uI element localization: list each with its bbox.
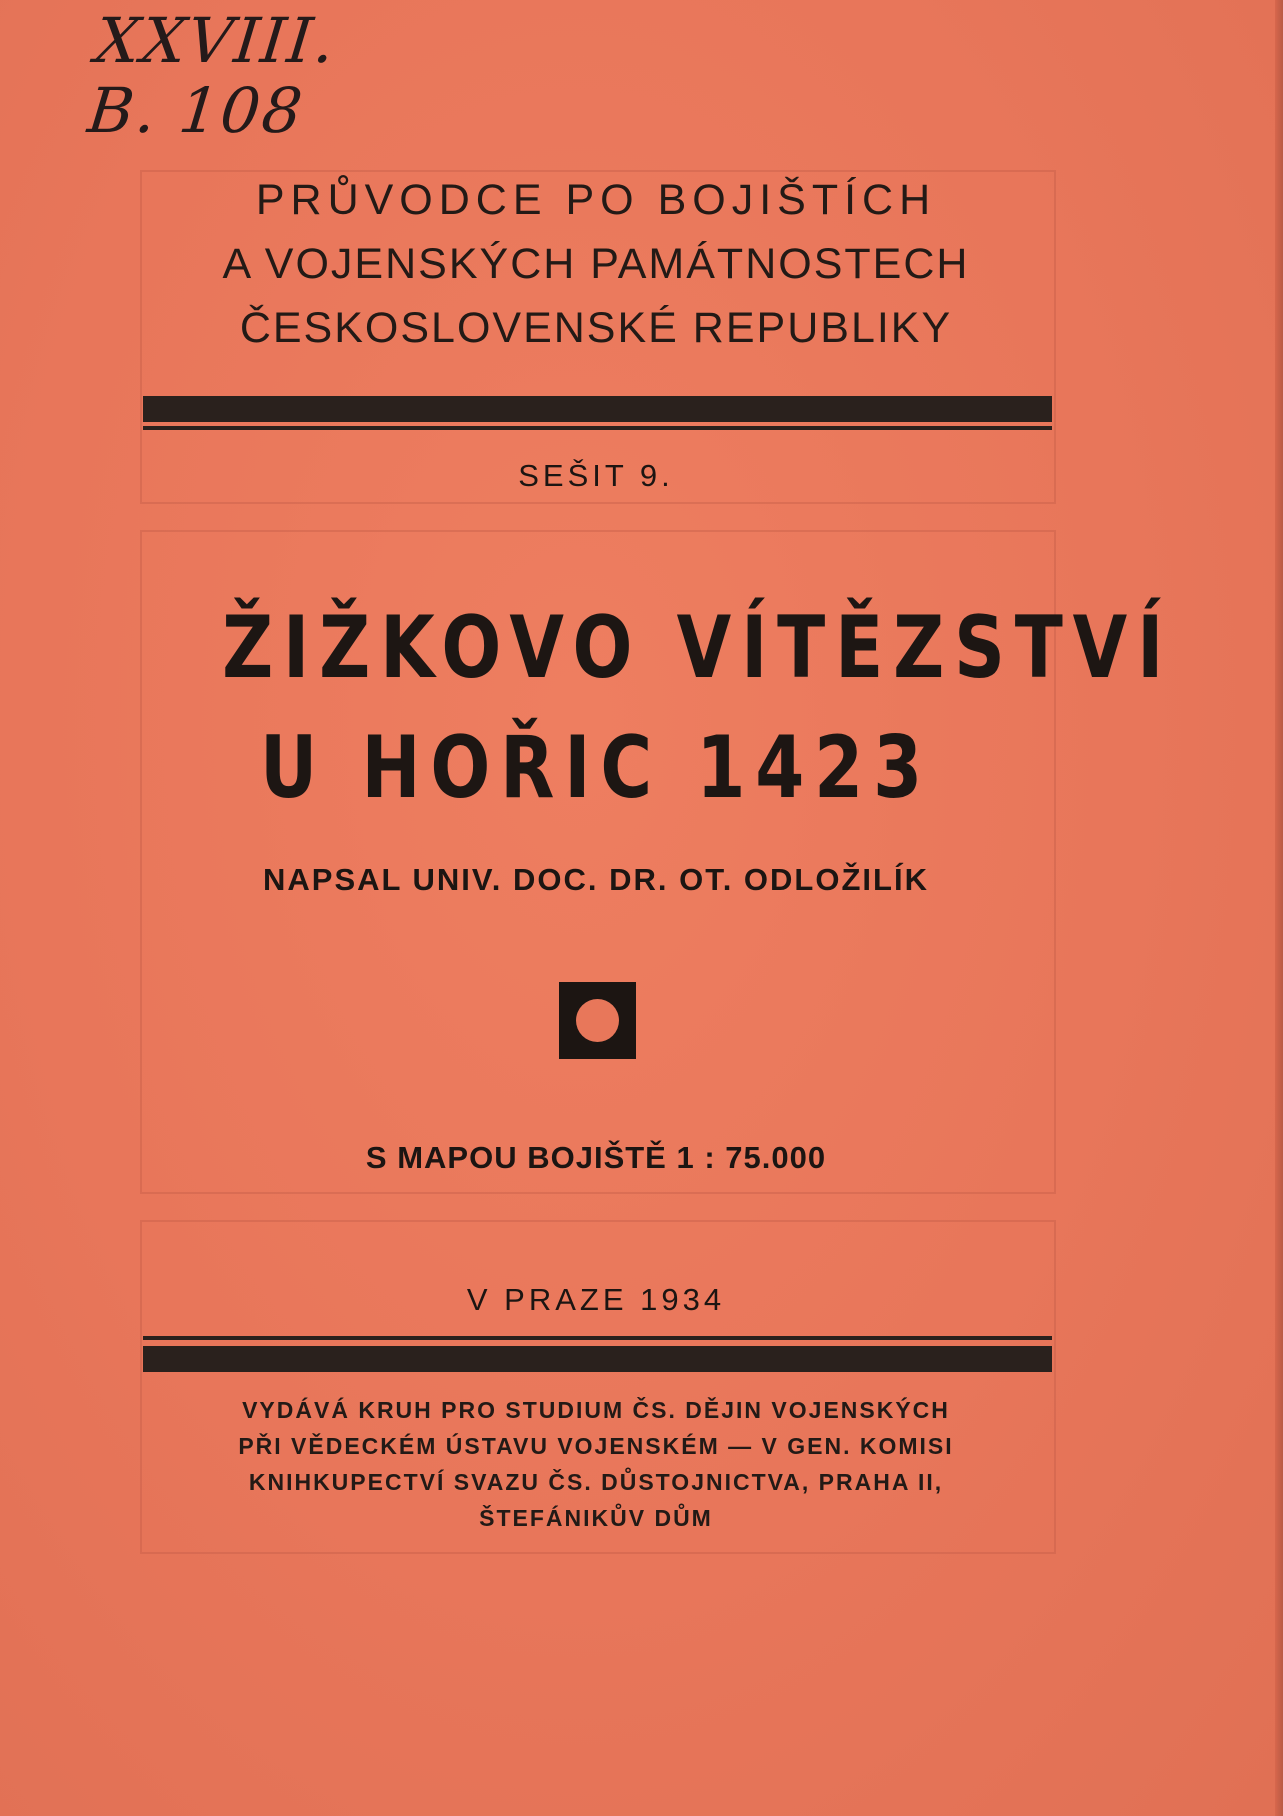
book-title-line-2: U HOŘIC 1423 (260, 718, 932, 818)
book-title (140, 590, 1174, 826)
square-ring-emblem-icon (559, 982, 636, 1059)
issue-number: SEŠIT 9. (518, 458, 674, 493)
series-title-line-3: ČESKOSLOVENSKÉ REPUBLIKY (239, 304, 953, 352)
publisher-line-3: KNIHKUPECTVÍ SVAZU ČS. DŮSTOJNICTVA, PRAHA II, (248, 1469, 944, 1495)
series-title-line-1: PRŮVODCE PO BOJIŠTÍCH (255, 176, 937, 224)
shelfmark-line-2: B. 108 (84, 74, 308, 147)
divider-thick-top (143, 396, 1052, 422)
author-line: NAPSAL UNIV. DOC. DR. OT. ODLOŽILÍK (263, 862, 929, 897)
publisher-statement (140, 1392, 1052, 1536)
map-note: S MAPOU BOJIŠTĚ 1 : 75.000 (365, 1140, 827, 1175)
series-title (140, 172, 1052, 356)
publisher-line-4: ŠTEFÁNIKŮV DŮM (479, 1505, 713, 1531)
emblem-hole (576, 999, 619, 1042)
publisher-line-1: VYDÁVÁ KRUH PRO STUDIUM ČS. DĚJIN VOJENSKÝCH (242, 1397, 950, 1423)
cover-edge-shadow (1275, 0, 1283, 1816)
imprint: V PRAZE 1934 (466, 1282, 726, 1317)
shelfmark-line-1: XXVIII. (91, 4, 340, 77)
publisher-line-2: PŘI VĚDECKÉM ÚSTAVU VOJENSKÉM — V GEN. KOMISI (238, 1433, 954, 1459)
book-title-line-1: ŽIŽKOVO VÍTĚZSTVÍ (222, 598, 1174, 698)
series-title-line-2: A VOJENSKÝCH PAMÁTNOSTECH (222, 240, 970, 288)
divider-thick-bottom (143, 1346, 1052, 1372)
divider-thin-top (143, 426, 1052, 430)
handwritten-shelfmark (85, 6, 400, 146)
divider-thin-bottom (143, 1336, 1052, 1340)
